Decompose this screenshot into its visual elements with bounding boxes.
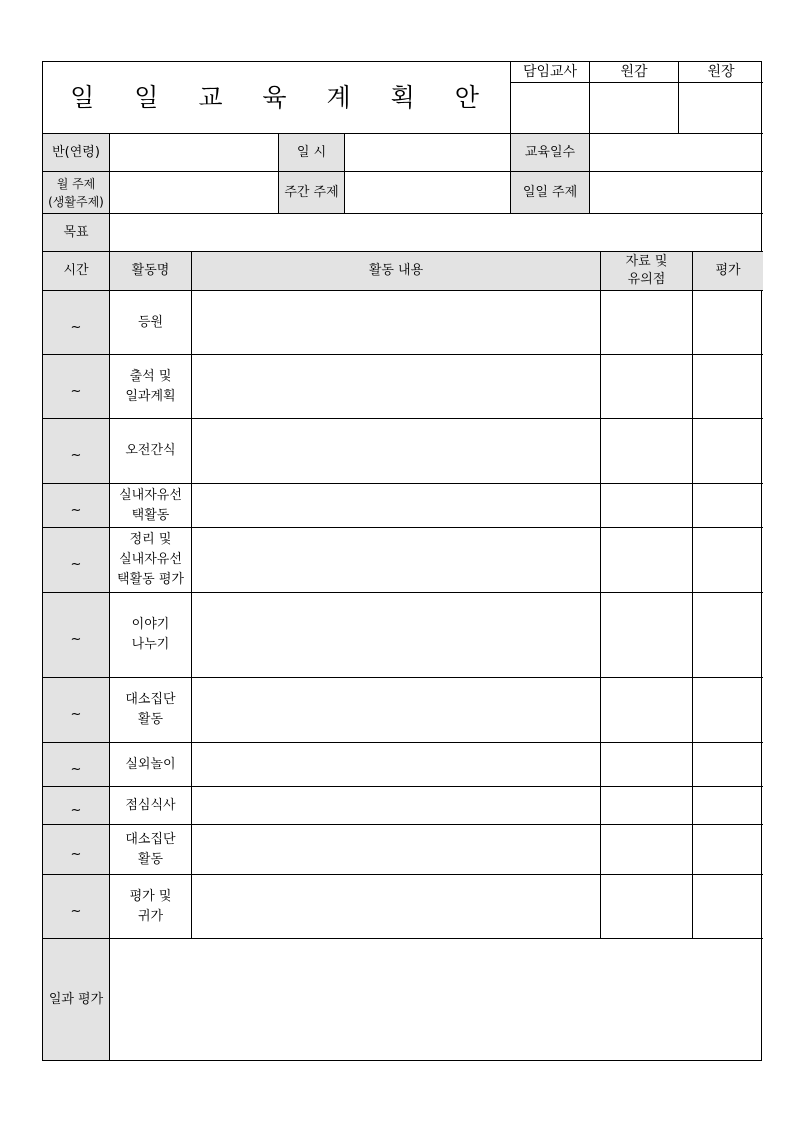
date-label: 일 시 [279,134,345,172]
evaluation-field[interactable] [693,484,763,528]
approval-principal-label: 원장 [679,62,763,83]
evaluation-field[interactable] [693,355,763,419]
materials-field[interactable] [601,593,693,678]
activity-content-field[interactable] [192,743,601,787]
evaluation-field[interactable] [693,875,763,939]
weekly-theme-field[interactable] [345,172,511,214]
lesson-plan-form [42,61,762,1061]
class-age-label: 반(연령) [43,134,110,172]
weekly-theme-label: 주간 주제 [279,172,345,214]
daily-evaluation-field[interactable] [110,939,761,1060]
monthly-theme-field[interactable] [110,172,279,214]
approval-vice-principal-sign-box[interactable] [590,83,679,134]
evaluation-field[interactable] [693,787,763,825]
evaluation-field[interactable] [693,678,763,743]
materials-field[interactable] [601,678,693,743]
goal-label: 목표 [43,214,110,252]
time-cell: ~ [43,355,110,419]
goal-field[interactable] [110,214,763,252]
activity-content-field[interactable] [192,875,601,939]
activity-content-field[interactable] [192,528,601,593]
evaluation-field[interactable] [693,419,763,484]
time-cell: ~ [43,291,110,355]
time-cell: ~ [43,593,110,678]
materials-field[interactable] [601,291,693,355]
daily-theme-label: 일일 주제 [511,172,590,214]
activity-content-field[interactable] [192,593,601,678]
evaluation-field[interactable] [693,743,763,787]
activity-name-cell: 오전간식 [110,419,192,484]
materials-field[interactable] [601,825,693,875]
activity-content-field[interactable] [192,484,601,528]
activity-name-cell: 대소집단 활동 [110,678,192,743]
time-cell: ~ [43,743,110,787]
activity-name-cell: 정리 및 실내자유선 택활동 평가 [110,528,192,593]
education-days-field[interactable] [590,134,763,172]
time-cell: ~ [43,484,110,528]
approval-principal-sign-box[interactable] [679,83,763,134]
materials-header: 자료 및 유의점 [601,252,693,291]
materials-field[interactable] [601,787,693,825]
activity-content-field[interactable] [192,678,601,743]
approval-teacher-sign-box[interactable] [511,83,590,134]
approval-teacher-label: 담임교사 [511,62,590,83]
activity-content-field[interactable] [192,825,601,875]
activity-name-cell: 이야기 나누기 [110,593,192,678]
activity-content-field[interactable] [192,355,601,419]
materials-field[interactable] [601,484,693,528]
evaluation-header: 평가 [693,252,763,291]
evaluation-field[interactable] [693,593,763,678]
activity-content-field[interactable] [192,787,601,825]
activity-content-field[interactable] [192,291,601,355]
materials-field[interactable] [601,419,693,484]
page-title: 일 일 교 육 계 획 안 [43,62,511,134]
time-cell: ~ [43,528,110,593]
time-cell: ~ [43,875,110,939]
activity-name-cell: 출석 및 일과계획 [110,355,192,419]
time-header: 시간 [43,252,110,291]
time-cell: ~ [43,825,110,875]
materials-field[interactable] [601,743,693,787]
daily-theme-field[interactable] [590,172,763,214]
activity-name-cell: 실외놀이 [110,743,192,787]
materials-field[interactable] [601,355,693,419]
approval-vice-principal-label: 원감 [590,62,679,83]
activity-name-header: 활동명 [110,252,192,291]
activity-name-cell: 점심식사 [110,787,192,825]
time-cell: ~ [43,419,110,484]
education-days-label: 교육일수 [511,134,590,172]
monthly-theme-label: 월 주제 (생활주제) [43,172,110,214]
activity-name-cell: 실내자유선 택활동 [110,484,192,528]
evaluation-field[interactable] [693,528,763,593]
materials-field[interactable] [601,875,693,939]
time-cell: ~ [43,678,110,743]
evaluation-field[interactable] [693,291,763,355]
materials-field[interactable] [601,528,693,593]
time-cell: ~ [43,787,110,825]
activity-name-cell: 등원 [110,291,192,355]
activity-content-field[interactable] [192,419,601,484]
activity-name-cell: 대소집단 활동 [110,825,192,875]
evaluation-field[interactable] [693,825,763,875]
activity-content-header: 활동 내용 [192,252,601,291]
class-age-field[interactable] [110,134,279,172]
daily-evaluation-label: 일과 평가 [43,939,110,1060]
date-field[interactable] [345,134,511,172]
activity-name-cell: 평가 및 귀가 [110,875,192,939]
